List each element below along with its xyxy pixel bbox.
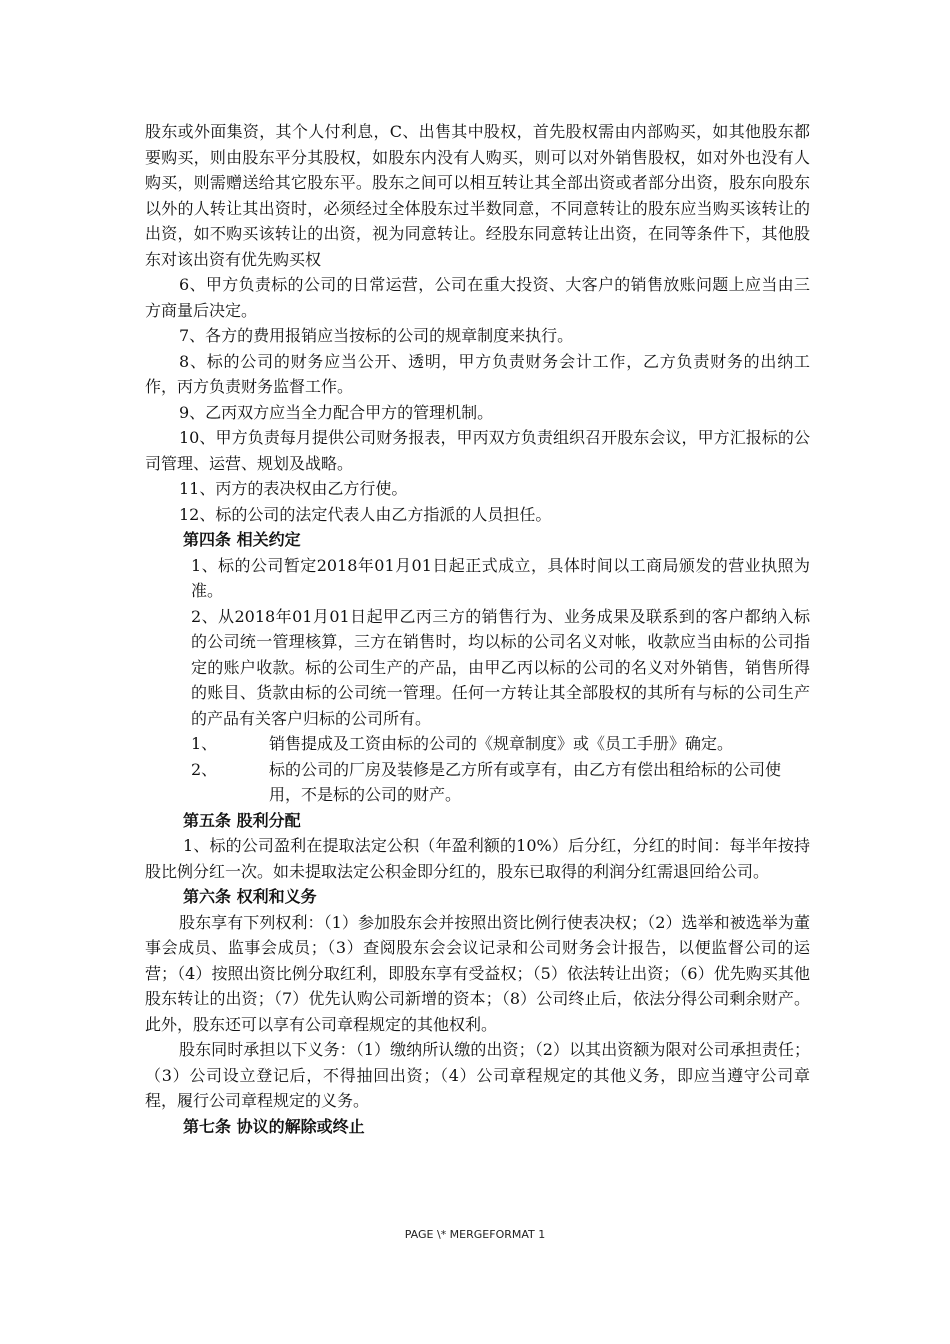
- paragraph-item-8: 8、标的公司的财务应当公开、透明，甲方负责财务会计工作，乙方负责财务的出纳工作，丙方负责财务监督工作。: [145, 351, 810, 396]
- section4-numbered-item-1: [145, 731, 810, 757]
- section-heading-4: 第四条 相关约定: [183, 530, 301, 549]
- document-body: [145, 119, 810, 1139]
- paragraph-share-transfer: 股东或外面集资，其个人付利息，C、出售其中股权，首先股权需由内部购买，如其他股东都要购买，则由股东平分其股权，如股东内没有人购买，则可以对外销售股权，如对外也没有人购买，则需赠送给其它股东平。股东之间可以相互转让其全部出资或者部分出资，股东向股东以外的人转让其出资时，必须经过全体股东过半数同意，不同意转让的股东应当购买该转让的出资，如不购买该转让的出资，视为同意转让。经股东同意转让出资，在同等条件下，其他股东对该出资有优先购买权: [145, 122, 810, 269]
- paragraph-item-9: 9、乙丙双方应当全力配合甲方的管理机制。: [179, 402, 494, 422]
- paragraph-item-7: 7、各方的费用报销应当按标的公司的规章制度来执行。: [179, 326, 574, 345]
- paragraph-item-12: 12、标的公司的法定代表人由乙方指派的人员担任。: [179, 504, 552, 524]
- numbered-item-text: 标的公司的厂房及装修是乙方所有或享有，由乙方有偿出租给标的公司使用，不是标的公司的财产。: [269, 759, 782, 804]
- section6-duties: 股东同时承担以下义务：（1）缴纳所认缴的出资；（2）以其出资额为限对公司承担责任；（3）公司设立登记后，不得抽回出资；（4）公司章程规定的其他义务，即应当遵守公司章程，履行公司章程规定的义务。: [145, 1040, 810, 1110]
- paragraph-item-11: 11、丙方的表决权由乙方行使。: [179, 479, 408, 498]
- numbered-item-number: 2、: [191, 759, 218, 779]
- numbered-item-number: 1、: [191, 734, 218, 753]
- section4-item-1: 1、标的公司暂定2018年01月01日起正式成立，具体时间以工商局颁发的营业执照为准。: [191, 555, 810, 600]
- paragraph-item-10: 10、甲方负责每月提供公司财务报表，甲丙双方负责组织召开股东会议，甲方汇报标的公司管理、运营、规划及战略。: [145, 428, 810, 473]
- numbered-item-text: 销售提成及工资由标的公司的《规章制度》或《员工手册》确定。: [269, 734, 734, 753]
- section6-rights: 股东享有下列权利：（1）参加股东会并按照出资比例行使表决权；（2）选举和被选举为董事会成员、监事会成员；（3）查阅股东会会议记录和公司财务会计报告，以便监督公司的运营；（4）按照出资比例分取红利，即股东享有受益权；（5）依法转让出资；（6）优先购买其他股东转让的出资；（7）优先认购公司新增的资本；（8）公司终止后，依法分得公司剩余财产。此外，股东还可以享有公司章程规定的其他权利。: [145, 912, 810, 1034]
- section4-item-2: 2、从2018年01月01日起甲乙丙三方的销售行为、业务成果及联系到的客户都纳入标的公司统一管理核算，三方在销售时，均以标的公司名义对帐，收款应当由标的公司指定的账户收款。标的公司生产的产品，由甲乙丙以标的公司的名义对外销售，销售所得的账目、货款由标的公司统一管理。任何一方转让其全部股权的其所有与标的公司生产的产品有关客户归标的公司所有。: [191, 606, 810, 728]
- section-heading-5: 第五条 股利分配: [183, 810, 301, 830]
- page-footer: PAGE \* MERGEFORMAT 1: [404, 1228, 546, 1241]
- section-heading-6: 第六条 权利和义务: [183, 887, 317, 906]
- paragraph-item-6: 6、甲方负责标的公司的日常运营，公司在重大投资、大客户的销售放账问题上应当由三方商量后决定。: [145, 275, 810, 320]
- section5-dividend-text: 1、标的公司盈利在提取法定公积（年盈利额的10%）后分红，分红的时间：每半年按持股比例分红一次。如未提取法定公积金即分红的，股东已取得的利润分红需退回给公司。: [145, 836, 810, 881]
- section-heading-7: 第七条 协议的解除或终止: [183, 1116, 365, 1136]
- section4-numbered-item-2: [145, 757, 810, 808]
